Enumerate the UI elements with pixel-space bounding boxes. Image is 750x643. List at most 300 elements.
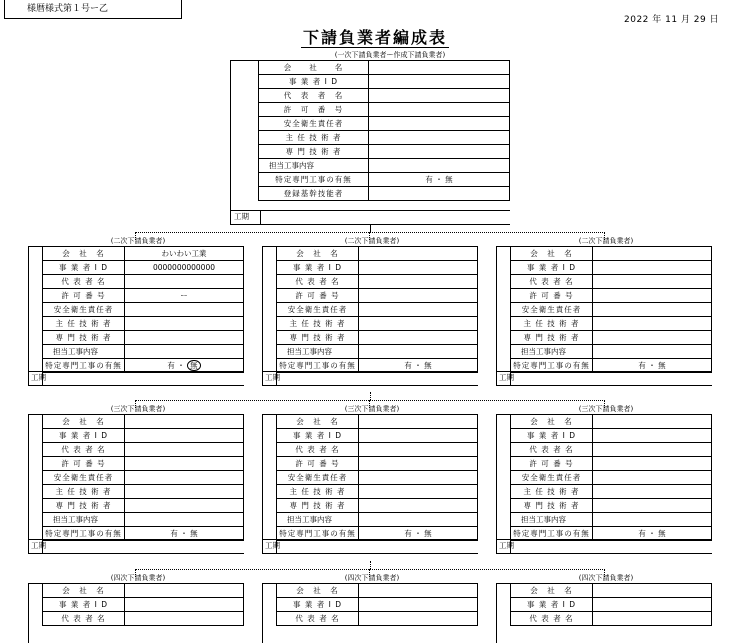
- circled-choice: 無: [187, 360, 201, 371]
- row-label-rep: 代 表 者 名: [277, 275, 359, 289]
- table-row: [511, 513, 712, 527]
- box-bracket: [496, 246, 497, 385]
- table-row: [43, 415, 244, 429]
- row-value-business-id[interactable]: [593, 598, 712, 612]
- box-bracket: [28, 583, 29, 643]
- subcontractor-table: [42, 414, 244, 541]
- table-row: [277, 275, 478, 289]
- row-label-business-id: 事 業 者 I D: [43, 261, 125, 275]
- row-label-work: 担当工事内容: [43, 345, 125, 359]
- row-value-business-id[interactable]: 0000000000000: [125, 261, 244, 275]
- koki-line: [28, 371, 244, 372]
- box-bracket-top: [496, 414, 510, 415]
- row-label-company: 会 社 名: [277, 415, 359, 429]
- row-value-work[interactable]: [593, 513, 712, 527]
- table-row: [511, 415, 712, 429]
- row-label-chief: 主 任 技 術 者: [511, 485, 593, 499]
- top-koki-label: 工期: [234, 212, 249, 221]
- row-label-company: 会 社 名: [43, 584, 125, 598]
- row-label-permit: 許 可 番 号: [511, 289, 593, 303]
- row-value-work[interactable]: [125, 513, 244, 527]
- top-row-value[interactable]: [369, 103, 510, 117]
- row-label-special: 特定専門工事の有無: [277, 527, 359, 541]
- table-row: [277, 612, 478, 626]
- row-label-company: 会 社 名: [277, 247, 359, 261]
- table-row: [277, 457, 478, 471]
- row-value-safety[interactable]: [125, 471, 244, 485]
- row-label-company: 会 社 名: [277, 584, 359, 598]
- koki-line: [28, 539, 244, 540]
- row-label-expert: 専 門 技 術 者: [277, 499, 359, 513]
- row-label-rep: 代 表 者 名: [511, 612, 593, 626]
- top-row-label: 専 門 技 術 者: [259, 145, 369, 159]
- top-row: [259, 187, 510, 201]
- table-row: [511, 275, 712, 289]
- table-row: [43, 275, 244, 289]
- row-label-work: 担当工事内容: [511, 513, 593, 527]
- row-value-permit[interactable]: [359, 457, 478, 471]
- row-value-chief[interactable]: [359, 485, 478, 499]
- row-label-permit: 許 可 番 号: [43, 457, 125, 471]
- box-bracket-top: [28, 414, 42, 415]
- row-value-expert[interactable]: [359, 499, 478, 513]
- table-row: [511, 429, 712, 443]
- row-label-company: 会 社 名: [511, 247, 593, 261]
- row-label-company: 会 社 名: [43, 247, 125, 261]
- table-row: [511, 584, 712, 598]
- table-row: [277, 513, 478, 527]
- row-label-expert: 専 門 技 術 者: [43, 499, 125, 513]
- table-row: [277, 331, 478, 345]
- connector-drop: [369, 569, 370, 577]
- row-value-chief[interactable]: [593, 485, 712, 499]
- row-value-special[interactable]: 有 ・ 無: [593, 527, 712, 541]
- fourth-tier-caption: (四次下請負業者): [110, 574, 166, 582]
- row-value-expert[interactable]: [359, 331, 478, 345]
- table-row: [43, 598, 244, 612]
- top-block-bracket: [230, 60, 231, 224]
- table-row: [511, 345, 712, 359]
- row-label-business-id: 事 業 者 I D: [277, 261, 359, 275]
- top-row-value[interactable]: [369, 131, 510, 145]
- row-value-business-id[interactable]: [593, 429, 712, 443]
- row-label-special: 特定専門工事の有無: [511, 527, 593, 541]
- row-label-safety: 安全衛生責任者: [277, 303, 359, 317]
- table-row: [277, 471, 478, 485]
- subcontractor-table: [510, 583, 712, 626]
- row-label-chief: 主 任 技 術 者: [43, 485, 125, 499]
- koki-line: [262, 539, 478, 540]
- table-row: [43, 443, 244, 457]
- box-bracket: [262, 583, 263, 643]
- koki-bottom: [28, 553, 244, 554]
- row-value-rep[interactable]: [593, 275, 712, 289]
- row-label-safety: 安全衛生責任者: [43, 471, 125, 485]
- row-value-company[interactable]: わいわい工業: [125, 247, 244, 261]
- koki-divider: [42, 371, 43, 385]
- koki-bottom: [496, 553, 712, 554]
- koki-label: 工期: [31, 373, 46, 383]
- row-label-rep: 代 表 者 名: [511, 275, 593, 289]
- box-bracket-top: [496, 583, 510, 584]
- row-value-safety[interactable]: [593, 471, 712, 485]
- table-row: [43, 261, 244, 275]
- subcontractor-table: [276, 583, 478, 626]
- row-value-work[interactable]: [359, 513, 478, 527]
- row-label-special: 特定専門工事の有無: [511, 359, 593, 373]
- table-row: [511, 457, 712, 471]
- table-row: [277, 584, 478, 598]
- row-label-business-id: 事 業 者 I D: [43, 598, 125, 612]
- table-row: [511, 598, 712, 612]
- row-label-permit: 許 可 番 号: [511, 457, 593, 471]
- top-row: [259, 89, 510, 103]
- row-label-company: 会 社 名: [511, 584, 593, 598]
- row-value-rep[interactable]: [593, 612, 712, 626]
- top-row-label: 安全衛生責任者: [259, 117, 369, 131]
- row-label-expert: 専 門 技 術 者: [511, 499, 593, 513]
- row-value-business-id[interactable]: [125, 429, 244, 443]
- table-row: [511, 499, 712, 513]
- table-row: [511, 261, 712, 275]
- table-row: [277, 303, 478, 317]
- top-row: [259, 103, 510, 117]
- row-value-business-id[interactable]: [359, 429, 478, 443]
- top-row-value[interactable]: [369, 89, 510, 103]
- top-koki-divider: [260, 210, 261, 224]
- top-row-label: 特定専門工事の有無: [259, 173, 369, 187]
- top-row: [259, 117, 510, 131]
- top-row-label: 会 社 名: [259, 61, 369, 75]
- tier-connector-horizontal: [135, 400, 605, 401]
- table-row: [277, 429, 478, 443]
- row-label-special: 特定専門工事の有無: [43, 527, 125, 541]
- row-label-rep: 代 表 者 名: [511, 443, 593, 457]
- row-label-work: 担当工事内容: [43, 513, 125, 527]
- fourth-tier-caption: (四次下請負業者): [344, 574, 400, 582]
- box-bracket: [262, 414, 263, 553]
- second-tier-caption: (二次下請負業者): [344, 237, 400, 245]
- top-row-value[interactable]: [369, 159, 510, 173]
- row-value-expert[interactable]: [593, 499, 712, 513]
- koki-line: [262, 371, 478, 372]
- row-label-business-id: 事 業 者 I D: [511, 598, 593, 612]
- top-block-bracket-top: [230, 60, 258, 61]
- table-row: [511, 289, 712, 303]
- koki-divider: [276, 371, 277, 385]
- koki-bottom: [496, 385, 712, 386]
- row-value-company[interactable]: [359, 247, 478, 261]
- table-row: [43, 289, 244, 303]
- row-label-special: 特定専門工事の有無: [277, 359, 359, 373]
- tier-connector-vertical: [370, 392, 371, 400]
- tier-connector-vertical: [370, 561, 371, 569]
- top-row: [259, 145, 510, 159]
- table-row: [511, 303, 712, 317]
- row-label-rep: 代 表 者 名: [43, 443, 125, 457]
- table-row: [43, 584, 244, 598]
- table-row: [277, 485, 478, 499]
- top-row: [259, 173, 510, 187]
- subcontractor-table: [276, 246, 478, 373]
- koki-label: 工期: [499, 541, 514, 551]
- row-label-expert: 専 門 技 術 者: [511, 331, 593, 345]
- table-row: [277, 317, 478, 331]
- row-label-safety: 安全衛生責任者: [511, 471, 593, 485]
- table-row: [511, 485, 712, 499]
- second-tier-caption: (二次下請負業者): [110, 237, 166, 245]
- table-row: [43, 499, 244, 513]
- box-bracket: [496, 414, 497, 553]
- row-label-safety: 安全衛生責任者: [277, 471, 359, 485]
- row-value-permit[interactable]: [359, 289, 478, 303]
- row-value-rep[interactable]: [593, 443, 712, 457]
- table-row: [43, 317, 244, 331]
- top-row: [259, 61, 510, 75]
- tier-connector-horizontal: [135, 569, 605, 570]
- row-label-business-id: 事 業 者 I D: [277, 429, 359, 443]
- connector-drop: [135, 400, 136, 408]
- table-row: [43, 429, 244, 443]
- top-row-label: 主 任 技 術 者: [259, 131, 369, 145]
- box-bracket: [262, 246, 263, 385]
- table-row: [511, 471, 712, 485]
- top-row-value[interactable]: [369, 187, 510, 201]
- connector-drop: [135, 232, 136, 240]
- table-row: [43, 513, 244, 527]
- form-number-box: [4, 0, 182, 19]
- top-row-label: 登録基幹技能者: [259, 187, 369, 201]
- koki-divider: [510, 539, 511, 553]
- row-value-expert[interactable]: [125, 499, 244, 513]
- koki-divider: [42, 539, 43, 553]
- connector-vertical: [370, 224, 371, 232]
- row-value-safety[interactable]: [359, 471, 478, 485]
- top-row: [259, 131, 510, 145]
- row-label-permit: 許 可 番 号: [277, 457, 359, 471]
- fourth-tier-caption: (四次下請負業者): [578, 574, 634, 582]
- row-value-company[interactable]: [359, 584, 478, 598]
- table-row: [43, 331, 244, 345]
- row-value-chief[interactable]: [125, 485, 244, 499]
- table-row: [43, 485, 244, 499]
- connector-drop: [604, 400, 605, 408]
- table-row: [277, 415, 478, 429]
- row-label-permit: 許 可 番 号: [43, 289, 125, 303]
- row-value-rep[interactable]: [125, 612, 244, 626]
- row-value-work[interactable]: [125, 345, 244, 359]
- row-label-rep: 代 表 者 名: [43, 612, 125, 626]
- top-row-label: 事 業 者 I D: [259, 75, 369, 89]
- row-value-rep[interactable]: [125, 443, 244, 457]
- second-tier-caption: (二次下請負業者): [578, 237, 634, 245]
- row-label-safety: 安全衛生責任者: [511, 303, 593, 317]
- row-label-work: 担当工事内容: [511, 345, 593, 359]
- koki-label: 工期: [31, 541, 46, 551]
- row-value-special[interactable]: 有 ・ 無: [593, 359, 712, 373]
- row-label-chief: 主 任 技 術 者: [43, 317, 125, 331]
- koki-bottom: [262, 385, 478, 386]
- document-date: 2022 年 11 月 29 日: [624, 15, 720, 25]
- row-label-permit: 許 可 番 号: [277, 289, 359, 303]
- row-label-expert: 専 門 技 術 者: [277, 331, 359, 345]
- row-value-chief[interactable]: [593, 317, 712, 331]
- row-label-rep: 代 表 者 名: [277, 612, 359, 626]
- row-value-business-id[interactable]: [359, 598, 478, 612]
- row-value-special[interactable]: 有 ・ 無: [125, 527, 244, 541]
- row-value-company[interactable]: [125, 584, 244, 598]
- subcontractor-table: [510, 246, 712, 373]
- box-bracket-top: [496, 246, 510, 247]
- box-bracket-top: [262, 246, 276, 247]
- row-value-permit[interactable]: [593, 289, 712, 303]
- box-bracket: [496, 583, 497, 643]
- top-row: [259, 75, 510, 89]
- koki-divider: [510, 371, 511, 385]
- form-number: 様暦様式第１号ー乙: [27, 4, 109, 14]
- row-value-company[interactable]: [593, 415, 712, 429]
- row-value-rep[interactable]: [359, 275, 478, 289]
- table-row: [43, 471, 244, 485]
- row-label-business-id: 事 業 者 I D: [511, 261, 593, 275]
- row-label-chief: 主 任 技 術 者: [511, 317, 593, 331]
- row-value-work[interactable]: [593, 345, 712, 359]
- third-tier-caption: (三次下請負業者): [110, 405, 166, 413]
- row-value-special[interactable]: 有 ・ 無: [359, 359, 478, 373]
- row-label-company: 会 社 名: [43, 415, 125, 429]
- row-value-company[interactable]: [125, 415, 244, 429]
- table-row: [277, 443, 478, 457]
- row-value-safety[interactable]: [593, 303, 712, 317]
- top-row-label: 許 可 番 号: [259, 103, 369, 117]
- box-bracket-top: [28, 583, 42, 584]
- subcontractor-table: [42, 583, 244, 626]
- connector-drop: [604, 232, 605, 240]
- table-row: [43, 457, 244, 471]
- third-tier-caption: (三次下請負業者): [344, 405, 400, 413]
- connector-drop: [135, 569, 136, 577]
- top-koki-line: [230, 210, 510, 211]
- row-label-work: 担当工事内容: [277, 345, 359, 359]
- table-row: [277, 345, 478, 359]
- row-value-permit[interactable]: ー: [125, 289, 244, 303]
- row-value-rep[interactable]: [359, 443, 478, 457]
- table-row: [277, 247, 478, 261]
- row-value-business-id[interactable]: [593, 261, 712, 275]
- table-row: [43, 345, 244, 359]
- row-value-permit[interactable]: [125, 457, 244, 471]
- row-value-permit[interactable]: [593, 457, 712, 471]
- table-row: [43, 303, 244, 317]
- box-bracket-top: [262, 414, 276, 415]
- row-label-business-id: 事 業 者 I D: [277, 598, 359, 612]
- row-value-business-id[interactable]: [359, 261, 478, 275]
- row-value-work[interactable]: [359, 345, 478, 359]
- row-label-chief: 主 任 技 術 者: [277, 485, 359, 499]
- row-value-expert[interactable]: [125, 331, 244, 345]
- table-row: [277, 499, 478, 513]
- table-row: [43, 612, 244, 626]
- connector-horizontal-2: [135, 232, 605, 233]
- top-row-value[interactable]: [369, 61, 510, 75]
- row-value-safety[interactable]: [125, 303, 244, 317]
- box-bracket-top: [28, 246, 42, 247]
- row-value-safety[interactable]: [359, 303, 478, 317]
- top-row-value[interactable]: [369, 75, 510, 89]
- row-value-chief[interactable]: [125, 317, 244, 331]
- third-tier-caption: (三次下請負業者): [578, 405, 634, 413]
- table-row: [511, 317, 712, 331]
- row-value-chief[interactable]: [359, 317, 478, 331]
- table-row: [511, 443, 712, 457]
- connector-drop: [369, 400, 370, 408]
- row-value-rep[interactable]: [125, 275, 244, 289]
- table-row: [511, 612, 712, 626]
- top-row-label: 担当工事内容: [259, 159, 369, 173]
- top-row: [259, 159, 510, 173]
- row-value-special[interactable]: 有 ・ 無: [125, 359, 244, 373]
- row-value-company[interactable]: [593, 247, 712, 261]
- row-value-rep[interactable]: [359, 612, 478, 626]
- top-row-value[interactable]: 有 ・ 無: [369, 173, 510, 187]
- row-value-company[interactable]: [593, 584, 712, 598]
- connector-drop: [604, 569, 605, 577]
- row-label-chief: 主 任 技 術 者: [277, 317, 359, 331]
- row-label-rep: 代 表 者 名: [43, 275, 125, 289]
- top-row-value[interactable]: [369, 145, 510, 159]
- koki-divider: [276, 539, 277, 553]
- table-row: [511, 247, 712, 261]
- row-value-business-id[interactable]: [125, 598, 244, 612]
- top-block-table: [258, 60, 510, 201]
- top-row-value[interactable]: [369, 117, 510, 131]
- row-label-expert: 専 門 技 術 者: [43, 331, 125, 345]
- koki-bottom: [28, 385, 244, 386]
- table-row: [43, 247, 244, 261]
- koki-line: [496, 539, 712, 540]
- row-value-special[interactable]: 有 ・ 無: [359, 527, 478, 541]
- subcontractor-table: [510, 414, 712, 541]
- koki-label: 工期: [499, 373, 514, 383]
- table-row: [277, 289, 478, 303]
- row-value-company[interactable]: [359, 415, 478, 429]
- table-row: [277, 261, 478, 275]
- subcontractor-table: [42, 246, 244, 373]
- connector-drop: [369, 232, 370, 240]
- row-value-expert[interactable]: [593, 331, 712, 345]
- koki-line: [496, 371, 712, 372]
- top-block-caption: (一次下請負業者ー作成下請負業者): [334, 51, 446, 59]
- row-label-company: 会 社 名: [511, 415, 593, 429]
- koki-label: 工期: [265, 541, 280, 551]
- row-label-special: 特定専門工事の有無: [43, 359, 125, 373]
- top-row-label: 代 表 者 名: [259, 89, 369, 103]
- row-label-business-id: 事 業 者 I D: [511, 429, 593, 443]
- box-bracket: [28, 246, 29, 385]
- row-label-business-id: 事 業 者 I D: [43, 429, 125, 443]
- box-bracket: [28, 414, 29, 553]
- koki-bottom: [262, 553, 478, 554]
- table-row: [277, 598, 478, 612]
- row-label-safety: 安全衛生責任者: [43, 303, 125, 317]
- table-row: [511, 331, 712, 345]
- koki-label: 工期: [265, 373, 280, 383]
- subcontractor-table: [276, 414, 478, 541]
- row-label-work: 担当工事内容: [277, 513, 359, 527]
- page-title: 下請負業者編成表: [302, 28, 447, 47]
- box-bracket-top: [262, 583, 276, 584]
- row-label-rep: 代 表 者 名: [277, 443, 359, 457]
